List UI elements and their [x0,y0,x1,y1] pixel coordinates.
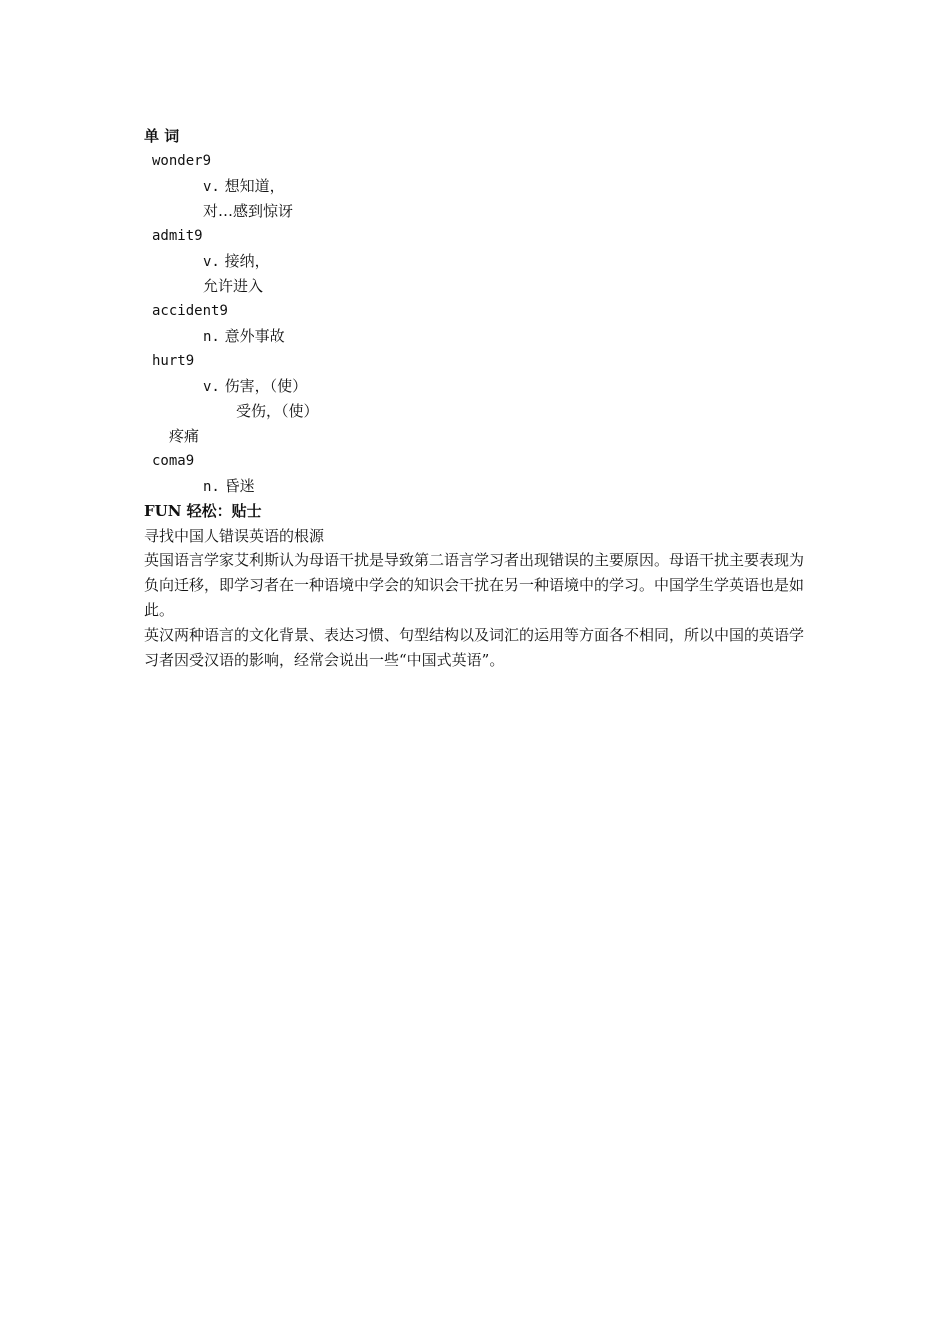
vocab-marker: 9 [202,153,212,169]
part-of-speech: v. [203,254,220,270]
tips-paragraph-2: 英汉两种语言的文化背景、表达习惯、句型结构以及词汇的运用等方面各不相同，所以中国的英语学习者因受汉语的影响，经常会说出一些“中国式英语”。 [144,626,805,669]
definition: 意外事故 [224,327,285,345]
part-of-speech: n. [203,479,220,495]
vocab-heading: 单 词 [144,127,180,145]
vocab-word-wonder [152,151,211,171]
vocab-word-admit [152,226,203,246]
vocab-word-hurt [152,351,194,371]
part-of-speech: v. [203,179,220,195]
tips-heading: FUN 轻松：贴士 [144,502,262,520]
vocab-def-hurt-1 [203,376,307,397]
vocab-def-admit-1 [203,251,270,272]
vocab-word: admit [152,228,195,244]
part-of-speech: v. [203,379,220,395]
tips-subtitle: 寻找中国人错误英语的根源 [144,527,325,545]
vocab-marker: 9 [219,303,228,319]
vocab-def-coma-1 [203,476,255,497]
vocab-word: coma [152,453,186,469]
vocab-def-wonder-2: 对…感到惊讶 [203,202,294,220]
vocab-def-admit-2: 允许进入 [203,277,264,295]
vocab-def-hurt-3: 疼痛 [169,427,200,445]
definition: 想知道， [224,177,285,195]
vocab-word: wonder [152,153,203,169]
vocab-word: hurt [152,353,186,369]
vocab-marker: 9 [194,228,203,244]
definition: 伤害，（使） [224,377,308,395]
definition: 昏迷 [224,477,255,495]
vocab-word: accident [152,303,220,319]
vocab-marker: 9 [185,453,195,469]
vocab-word-coma [152,451,194,471]
vocab-marker: 9 [185,353,195,369]
tips-paragraph-1: 英国语言学家艾利斯认为母语干扰是导致第二语言学习者出现错误的主要原因。母语干扰主要表现为负向迁移，即学习者在一种语境中学会的知识会干扰在另一种语境中的学习。中国学生学英语也是如此。 [144,551,805,619]
vocab-def-hurt-2: 受伤，（使） [236,402,319,420]
vocab-def-wonder-1 [203,176,285,197]
definition: 接纳， [224,252,270,270]
vocab-word-accident [152,301,228,321]
part-of-speech: n. [203,329,220,345]
vocab-def-accident-1 [203,326,285,347]
